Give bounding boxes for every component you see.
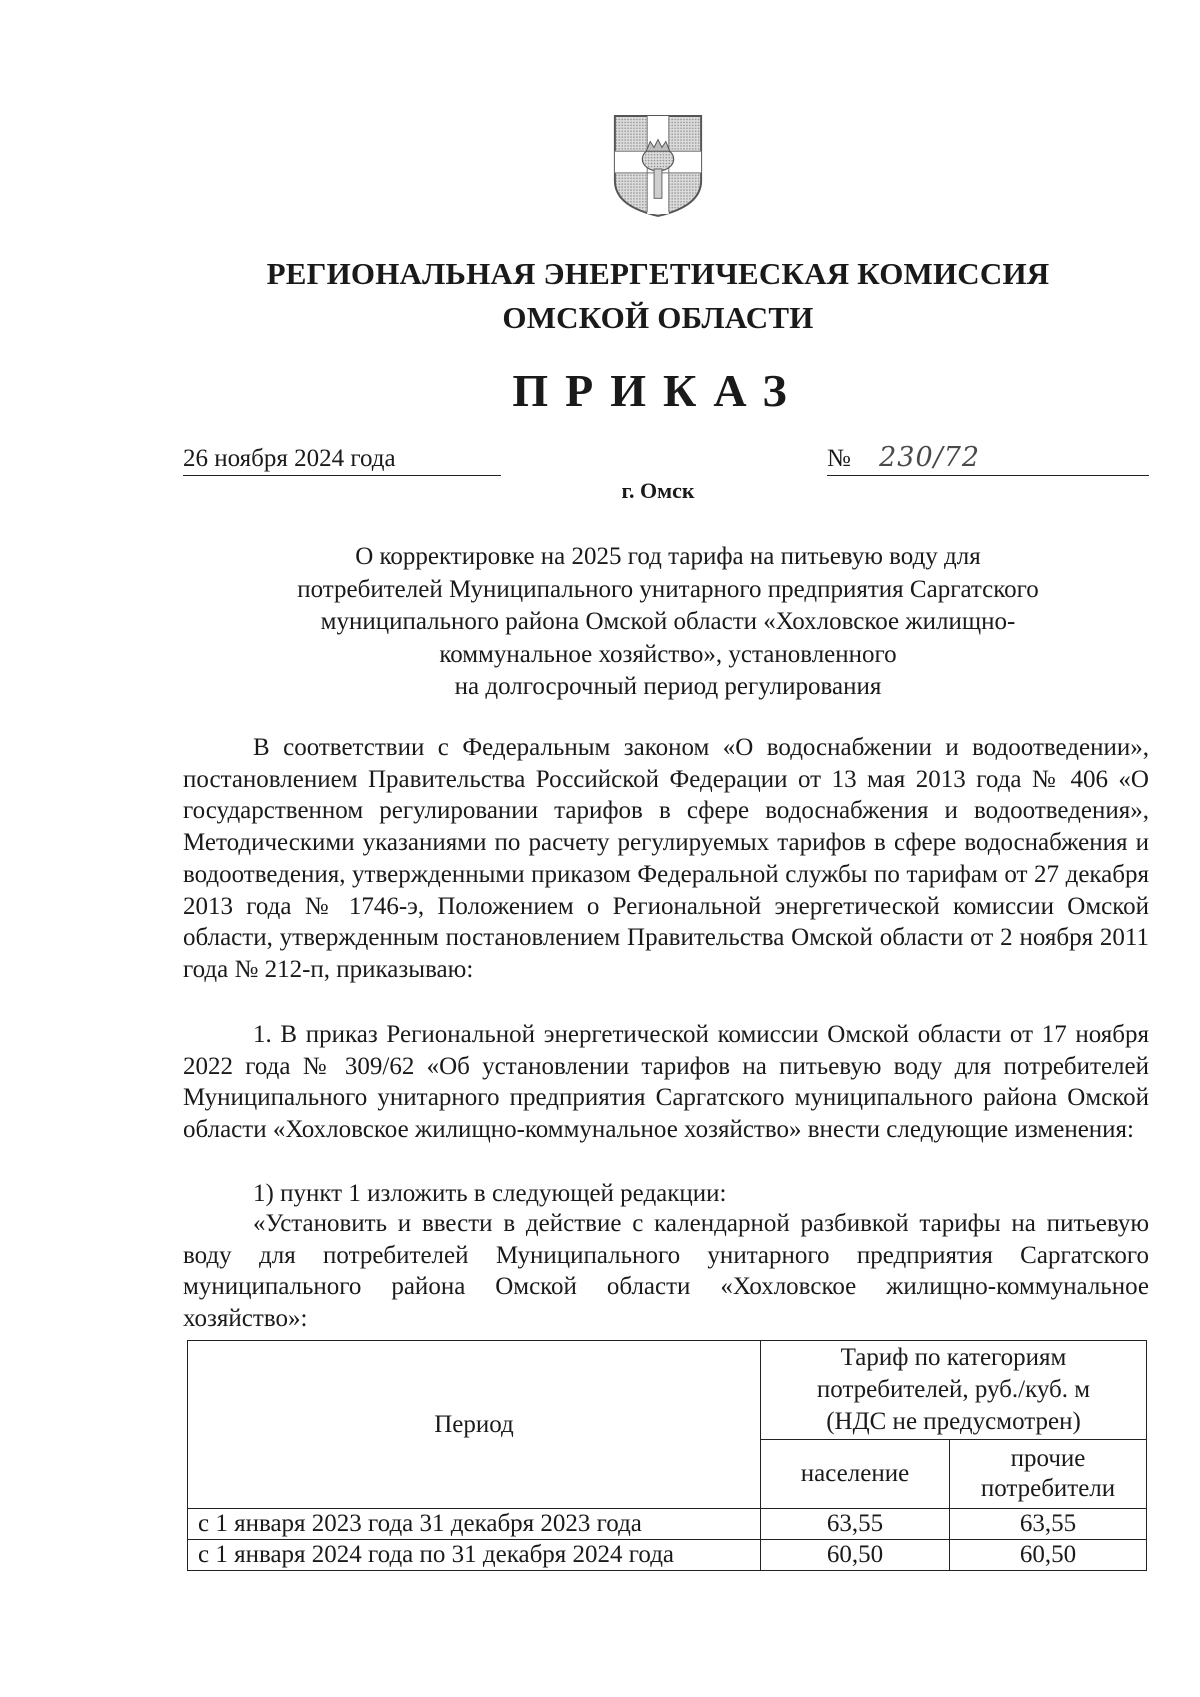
number-sign: № (827, 445, 851, 472)
omsk-coat-of-arms-icon (609, 112, 707, 220)
cell-period: с 1 января 2024 года по 31 декабря 2024 года (188, 1540, 761, 1571)
city-name: г. Омск (621, 478, 695, 503)
clause-1-paragraph (183, 1019, 1149, 1146)
header-tariff-line: потребителей, руб./куб. м (816, 1375, 1091, 1403)
cell-population: 60,50 (761, 1540, 950, 1571)
order-subject (180, 541, 1156, 704)
order-date: 26 ноября 2024 года (183, 445, 501, 476)
paragraph-text: 1. В приказ Региональной энергетической комиссии Омской области от 17 ноября 2022 года № 309/62 «Об установлении тарифов на питьевую воду для потребителей Муниципального унитарного предприятия Саргатского муниципального района Омской области «Хохловское жилищно-коммунальное хозяйство» внести следующие изменения: (183, 1021, 1149, 1144)
header-tariff-line: (НДС не предусмотрен) (826, 1407, 1081, 1435)
organization-name-line2: ОМСКОЙ ОБЛАСТИ (502, 300, 814, 335)
header-tariff (761, 1341, 1147, 1440)
order-number (827, 442, 1149, 476)
header-other-line: потребители (980, 1474, 1116, 1502)
subject-line: потребителей Муниципального унитарного предприятия Саргатского (297, 575, 1039, 603)
cell-period: с 1 января 2023 года 31 декабря 2023 года (188, 1509, 761, 1540)
header-other-consumers (950, 1439, 1147, 1508)
subclause-paragraph (183, 1178, 1149, 1210)
header-population: население (761, 1439, 950, 1508)
cell-other: 63,55 (950, 1509, 1147, 1540)
table-row (188, 1509, 1147, 1540)
subject-line: О корректировке на 2025 год тарифа на питьевую воду для (355, 543, 981, 570)
cell-other: 60,50 (950, 1540, 1147, 1571)
subject-line: муниципального района Омской области «Хохловское жилищно- (320, 608, 1016, 635)
paragraph-text: 1) пункт 1 изложить в следующей редакции: (253, 1180, 727, 1207)
cell-population: 63,55 (761, 1509, 950, 1540)
header-other-line: прочие (1010, 1444, 1086, 1472)
table-row (188, 1540, 1147, 1571)
paragraph-text: «Установить и ввести в действие с календарной разбивкой тарифы на питьевую воду для потребителей Муниципального унитарного предприятия Саргатского муниципального района Омской области «Хохловское жилищно-коммунальное хозяйство»: (183, 1210, 1149, 1333)
header-tariff-line: Тариф по категориям (840, 1343, 1067, 1371)
paragraph-text: В соответствии с Федеральным законом «О водоснабжении и водоотведении», постановлением Правительства Российской Федерации от 13 мая 2013 года № 406 «О государственном регулировании тарифов в сфере водоснабжения и водоотведения», Методическими указаниями по расчету регулируемых тарифов в сфере водоснабжения и водоотведения, утвержденными приказом Федеральной службы по тарифам от 27 декабря 2013 года № 1746-э, Положением о Региональной энергетической комиссии Омской области, утвержденным постановлением Правительства Омской области от 2 ноября 2011 года № 212-п, приказываю: (183, 734, 1149, 983)
document-type-title: ПРИКАЗ (512, 365, 804, 416)
header-period: Период (188, 1341, 761, 1509)
organization-name-line1: РЕГИОНАЛЬНАЯ ЭНЕРГЕТИЧЕСКАЯ КОМИССИЯ (266, 256, 1050, 291)
new-wording-paragraph (183, 1208, 1149, 1335)
handwritten-order-number: 230/72 (879, 442, 981, 473)
preamble-paragraph (183, 732, 1149, 986)
subject-line: коммунальное хозяйство», установленного (439, 640, 897, 668)
tariff-table (187, 1340, 1147, 1571)
subject-line: на долгосрочный период регулирования (454, 673, 882, 700)
